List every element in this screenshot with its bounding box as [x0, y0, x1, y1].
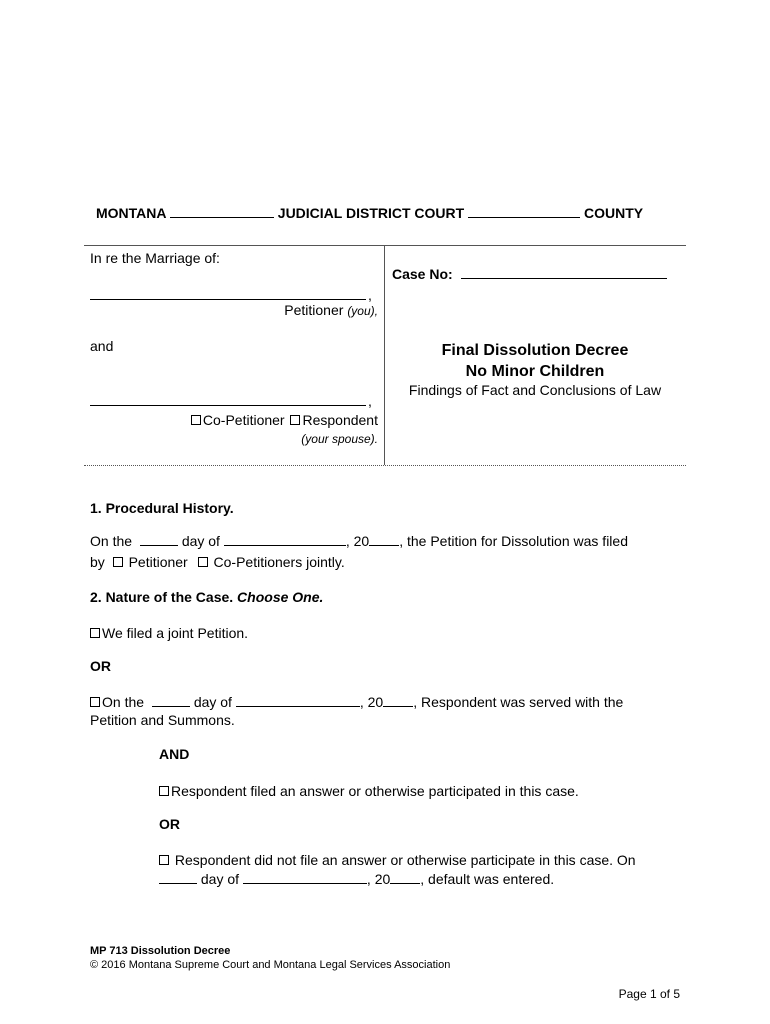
- petitioner-name-line[interactable]: [90, 299, 366, 300]
- document-title: Final Dissolution Decree: [441, 342, 629, 359]
- district-blank[interactable]: [170, 217, 274, 218]
- section-1-heading: 1. Procedural History.: [90, 500, 234, 516]
- spouse-name-line[interactable]: [90, 405, 366, 406]
- caption-top-rule: [84, 245, 686, 246]
- petitioner-comma: ,: [368, 287, 372, 303]
- default-day-of-text: day of: [200, 871, 240, 887]
- court-header: [96, 205, 643, 221]
- filed-by-copetitioners-label: Co-Petitioners jointly.: [213, 554, 345, 570]
- or-separator-2: OR: [159, 816, 180, 832]
- default-year-blank[interactable]: [390, 883, 420, 884]
- case-no-label: Case No:: [392, 266, 453, 282]
- filed-text: , the Petition for Dissolution was filed: [399, 533, 628, 549]
- document-subtitle: No Minor Children: [465, 363, 605, 380]
- default-label: Respondent did not file an answer or otherwise participate in this case. On: [174, 852, 636, 868]
- section-2-heading: [90, 589, 323, 605]
- served-text: , Respondent was served with the: [413, 694, 624, 710]
- filed-by-petitioner-label: Petitioner: [128, 554, 188, 570]
- county-blank[interactable]: [468, 217, 580, 218]
- respondent-label: Respondent: [302, 412, 378, 428]
- page-number: Page 1 of 5: [618, 987, 680, 1001]
- spouse-comma: ,: [368, 393, 372, 409]
- and-label: and: [90, 338, 114, 354]
- and-separator: AND: [159, 746, 190, 762]
- section-2-title: 2. Nature of the Case.: [90, 589, 234, 605]
- served-checkbox[interactable]: [90, 697, 100, 707]
- co-petitioner-label: Co-Petitioner: [202, 412, 285, 428]
- petitioner-caption: [284, 302, 378, 318]
- form-id: MP 713 Dissolution Decree: [90, 945, 231, 957]
- in-re-label: In re the Marriage of:: [90, 250, 220, 266]
- default-option-line-2: [159, 871, 554, 887]
- served-year-prefix: , 20: [359, 694, 384, 710]
- on-the-text: On the: [90, 533, 133, 549]
- served-option-line-2: Petition and Summons.: [90, 712, 235, 728]
- petitioner-label: Petitioner: [284, 302, 344, 318]
- served-day-blank[interactable]: [152, 706, 190, 707]
- respondent-checkbox[interactable]: [290, 415, 300, 425]
- spouse-role-options: [191, 412, 378, 428]
- filed-month-blank[interactable]: [224, 545, 346, 546]
- joint-petition-option: [90, 625, 248, 641]
- co-petitioner-checkbox[interactable]: [191, 415, 201, 425]
- served-option-line-1: [90, 694, 623, 710]
- filed-day-blank[interactable]: [140, 545, 178, 546]
- section-1-line-2: [90, 554, 345, 570]
- answered-option: [159, 783, 579, 799]
- spouse-note: (your spouse).: [301, 432, 378, 446]
- petitioner-note: (you),: [347, 304, 378, 318]
- copyright-notice: © 2016 Montana Supreme Court and Montana Legal Services Association: [90, 959, 451, 971]
- court-label: JUDICIAL DISTRICT COURT: [277, 205, 465, 221]
- served-year-blank[interactable]: [383, 706, 413, 707]
- default-month-blank[interactable]: [243, 883, 367, 884]
- default-day-blank[interactable]: [159, 883, 197, 884]
- section-2-instruction: Choose One.: [237, 589, 324, 605]
- served-month-blank[interactable]: [236, 706, 360, 707]
- section-1-line-1: [90, 533, 628, 549]
- served-day-of-text: day of: [193, 694, 232, 710]
- answered-checkbox[interactable]: [159, 786, 169, 796]
- state-label: MONTANA: [96, 205, 166, 221]
- document-description: Findings of Fact and Conclusions of Law: [408, 382, 662, 398]
- joint-petition-label: We filed a joint Petition.: [102, 625, 249, 641]
- filed-year-blank[interactable]: [369, 545, 399, 546]
- county-label: COUNTY: [583, 205, 644, 221]
- default-year-prefix: , 20: [366, 871, 391, 887]
- default-option-line-1: [159, 852, 636, 868]
- joint-petition-checkbox[interactable]: [90, 628, 100, 638]
- filed-by-petitioner-checkbox[interactable]: [113, 557, 123, 567]
- default-text: , default was entered.: [420, 871, 555, 887]
- day-of-text: day of: [181, 533, 220, 549]
- year-prefix-text: , 20: [345, 533, 370, 549]
- case-no-blank[interactable]: [461, 278, 667, 279]
- default-checkbox[interactable]: [159, 855, 169, 865]
- case-number: [392, 266, 667, 282]
- answered-label: Respondent filed an answer or otherwise participated in this case.: [171, 783, 579, 799]
- served-on-the-text: On the: [102, 694, 145, 710]
- by-text: by: [90, 554, 105, 570]
- caption-bottom-rule: [84, 465, 686, 466]
- or-separator-1: OR: [90, 658, 111, 674]
- filed-by-copetitioners-checkbox[interactable]: [198, 557, 208, 567]
